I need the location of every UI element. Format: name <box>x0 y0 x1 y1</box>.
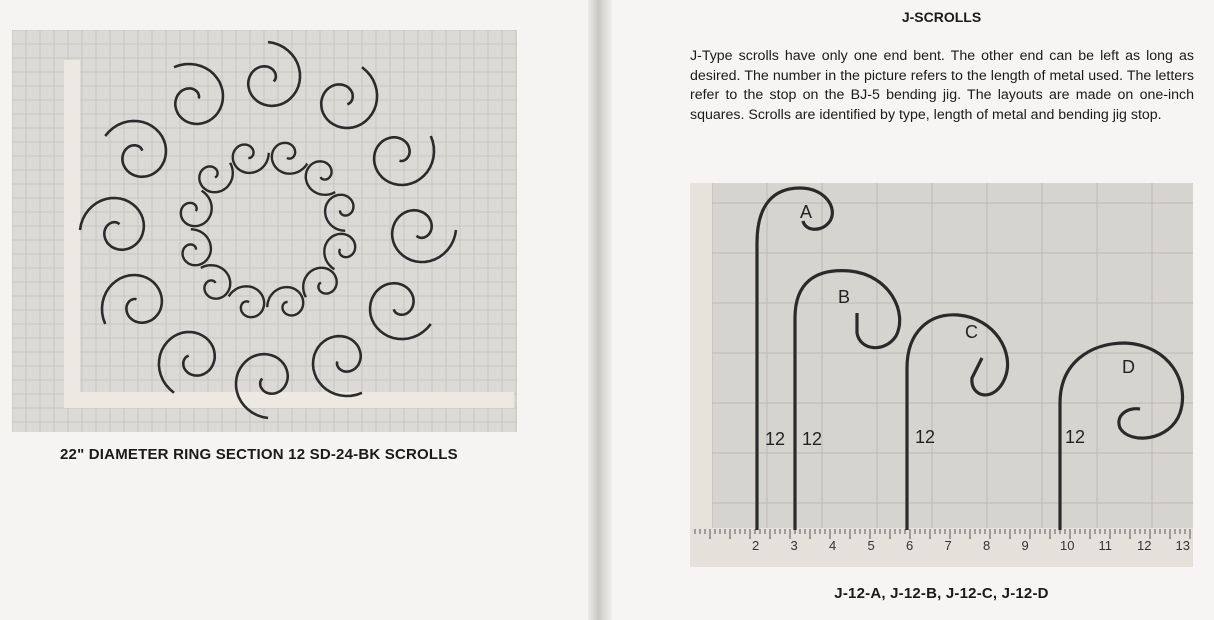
j-scrolls-photo <box>690 183 1193 567</box>
ruler-number: 9 <box>1021 538 1029 553</box>
vertical-ruler <box>690 183 712 533</box>
scroll-length-label: 12 <box>915 427 936 447</box>
scroll-b <box>795 271 900 530</box>
scroll-length-label: 12 <box>802 429 823 449</box>
ruler-number: 2 <box>752 538 760 553</box>
ruler-number: 3 <box>790 538 798 553</box>
inner-scroll <box>229 286 265 317</box>
ruler-number: 7 <box>944 538 952 553</box>
j-scrolls-illustration <box>690 183 1193 567</box>
scroll-length-label: 12 <box>765 429 786 449</box>
scroll-c <box>907 315 1008 530</box>
inner-scroll <box>181 191 212 227</box>
ruler-number: 12 <box>1137 538 1152 553</box>
outer-scroll <box>370 283 431 339</box>
outer-scroll <box>174 64 223 124</box>
outer-scroll <box>321 67 377 128</box>
left-caption: 22" DIAMETER RING SECTION 12 SD-24-BK SCROLLS <box>60 446 458 463</box>
scroll-letter-label: B <box>838 287 851 307</box>
ruler-number: 5 <box>867 538 875 553</box>
outer-scroll <box>159 332 215 393</box>
inner-scroll <box>199 163 233 192</box>
inner-scroll <box>272 143 308 174</box>
ruler-number: 6 <box>906 538 914 553</box>
scroll-length-label: 12 <box>1065 427 1086 447</box>
scroll-letter-label: C <box>965 322 978 342</box>
inner-scroll <box>183 229 211 265</box>
page-title: J-SCROLLS <box>901 9 982 25</box>
ruler-number: 8 <box>983 538 991 553</box>
inner-scroll <box>325 195 353 231</box>
ruler-number: 13 <box>1175 538 1190 553</box>
inner-scroll <box>267 287 303 315</box>
book-gutter <box>588 0 612 620</box>
right-caption: J-12-A, J-12-B, J-12-C, J-12-D <box>834 585 1049 602</box>
inner-scroll <box>233 145 269 173</box>
ruler-number: 11 <box>1098 538 1112 553</box>
body-paragraph: J-Type scrolls have only one end bent. The other end can be left as long as desired. The number in the picture refers to the length of metal used. The letters refer to the stop on the BJ-5 bending jig. The layouts are made on one-inch squares. Scrolls are identified by type, length of metal and bending jig stop. <box>690 48 1194 123</box>
scroll-letter-label: A <box>800 202 813 222</box>
ruler-number: 10 <box>1060 538 1075 553</box>
horizontal-ruler <box>64 392 514 408</box>
inner-scroll <box>324 234 355 269</box>
outer-scroll <box>105 121 166 177</box>
scroll-letter-label: D <box>1122 357 1135 377</box>
ring-scrolls-photo <box>12 30 517 432</box>
outer-scroll <box>80 198 144 250</box>
vertical-ruler <box>64 60 80 400</box>
ruler-number: 4 <box>829 538 837 553</box>
ring-scrolls-illustration <box>12 30 517 432</box>
